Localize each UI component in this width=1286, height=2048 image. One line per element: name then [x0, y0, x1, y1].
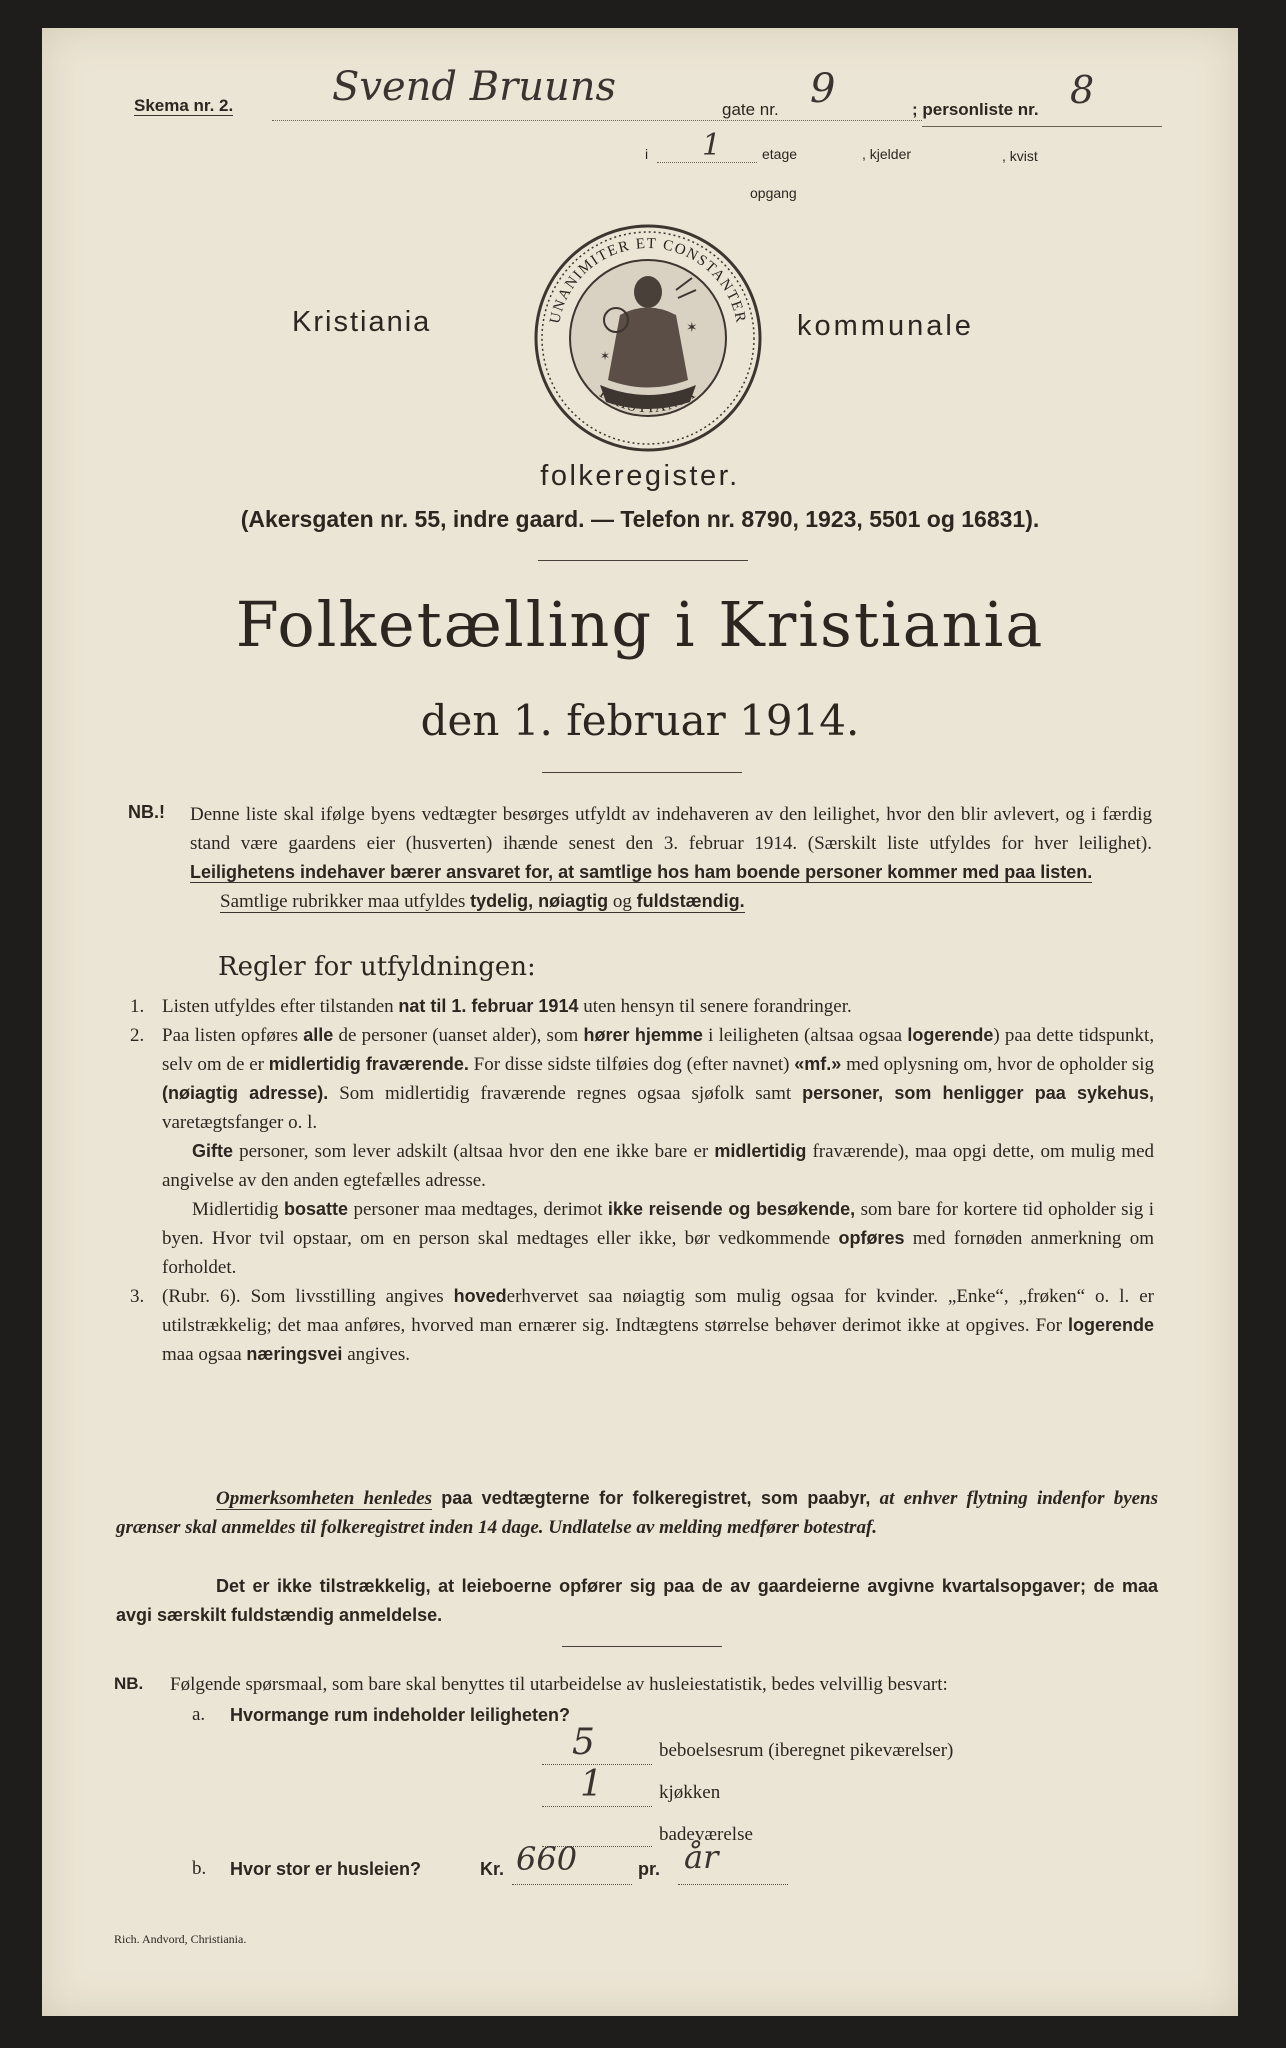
q-b-label: b.	[192, 1858, 207, 1879]
rooms-value-field[interactable]: 5	[572, 1722, 595, 1763]
svg-text:✶: ✶	[686, 321, 698, 336]
nb-plain-text: Denne liste skal ifølge byens vedtægter besørges utfyldt av indehaveren av den leilighet, hvor den blir avlevert, og i færdig stand være gaardens eier (husverten) ihænde senest den 3. februar 1914. (Særskilt liste utfyldes for hver leilighet).	[190, 804, 1152, 854]
rule-1-number: 1.	[130, 996, 145, 1017]
nb-bold-text: Leilighetens indehaver bærer ansvaret for, at samtlige hos ham boende personer kommer med paa listen.	[190, 862, 1093, 882]
attention-block	[116, 1484, 1158, 1542]
kvist-label: , kvist	[1002, 148, 1038, 164]
printer-imprint: Rich. Andvord, Christiania.	[114, 1932, 247, 1946]
date-title: den 1. februar 1914.	[420, 696, 860, 745]
nb-line3	[220, 887, 920, 916]
main-title: Folketælling i Kristiania	[235, 588, 1045, 661]
rules-heading: Regler for utfyldningen:	[218, 952, 536, 982]
attention-a: paa vedtægterne for folkeregistret, som paabyr,	[441, 1488, 871, 1508]
q-a-text: Hvormange rum indeholder leiligheten?	[230, 1705, 571, 1725]
kommunale-word: kommunale	[797, 310, 974, 342]
period-line	[678, 1884, 788, 1885]
rules-list	[130, 992, 1154, 1369]
opgang-label: opgang	[750, 185, 797, 201]
nb-line3-bold2: fuldstændig.	[636, 891, 745, 911]
seal-icon	[530, 220, 766, 456]
city-seal	[530, 220, 766, 456]
rule-3: 3. (Rubr. 6). Som livsstilling angives hovederhvervet saa nøiagtig som mulig ogsaa for kvinder. „Enke“, „frøken“ o. l. er utilstrækkelig; det maa anføres, hvorved man ernærer sig. Indtægtens størrelse behøver derimot ikke at opgives. For logerende maa ogsaa næringsvei angives.	[130, 1282, 1154, 1369]
street-name-field[interactable]: Svend Bruuns	[332, 64, 617, 110]
kr-label: Kr.	[480, 1859, 505, 1879]
kitchen-value-field[interactable]: 1	[580, 1764, 603, 1805]
divider-3	[562, 1646, 722, 1647]
etage-field[interactable]: 1	[702, 128, 722, 163]
bath-label: badeværelse	[659, 1824, 753, 1845]
personliste-line	[922, 126, 1162, 127]
attention-lead: Opmerksomheten henledes	[216, 1488, 433, 1509]
kristiania-word: Kristiania	[292, 306, 432, 338]
q-b-text: Hvor stor er husleien?	[230, 1859, 422, 1879]
divider-2	[542, 772, 742, 773]
rule-1: 1. Listen utfyldes efter tilstanden nat til 1. februar 1914 uten hensyn til senere forandringer.	[130, 992, 1154, 1021]
personliste-label: ; personliste nr.	[912, 100, 1039, 119]
nb-line3-plain: Samtlige rubrikker maa utfyldes	[220, 891, 466, 912]
gate-label: gate nr.	[722, 100, 779, 119]
pr-label: pr.	[638, 1859, 661, 1879]
nb-notice-text	[190, 800, 1152, 887]
rule-2-number: 2.	[130, 1025, 145, 1046]
rule-2-married: Gifte personer, som lever adskilt (altsaa hvor den ene ikke bare er midlertidig fraværende), maa opgi dette, om mulig med angivelse av den anden egtefælles adresse.	[162, 1141, 1155, 1191]
i-label: i	[645, 146, 649, 162]
nb2-intro: Følgende spørsmaal, som bare skal benyttes til utarbeidelse av husleiestatistik, bedes velvillig besvart:	[170, 1674, 948, 1695]
census-form-page	[42, 28, 1238, 2016]
rule-2: 2. Paa listen opføres alle de personer (uanset alder), som hører hjemme i leiligheten (altsaa ogsaa logerende) paa dette tidspunkt, selv om de er midlertidig fraværende. For disse sidste tilføies dog (efter navnet) «mf.» med oplysning om, hvor de opholder sig (nøiagtig adresse). Som midlertidig fraværende regnes ogsaa sjøfolk samt personer, som henligger paa sykehus, varetægtsfanger o. l.	[130, 1021, 1154, 1137]
nb-label: NB.!	[128, 802, 165, 822]
rule-3-number: 3.	[130, 1286, 145, 1307]
kitchen-line	[542, 1806, 652, 1807]
etage-line	[657, 162, 757, 163]
nb-line3-bold1: tydelig, nøiagtig	[470, 891, 609, 911]
etage-label: etage	[762, 146, 798, 162]
folkeregister-label: folkeregister.	[540, 460, 740, 492]
rent-value-field[interactable]: 660	[516, 1840, 578, 1878]
nb-line3-og: og	[612, 891, 632, 912]
skema-label	[134, 96, 233, 116]
svg-text:✶: ✶	[600, 349, 611, 363]
rooms-label: beboelsesrum (iberegnet pikeværelser)	[659, 1740, 954, 1761]
personliste-number-field[interactable]: 8	[1070, 68, 1095, 112]
q-a-label: a.	[192, 1704, 206, 1725]
rule-2-temporary: Midlertidig bosatte personer maa medtages, derimot ikke reisende og besøkende, som bare for kortere tid opholder sig i byen. Hvor tvil opstaar, om en person skal medtages eller ikke, bør vedkommende opføres med fornøden anmerkning om forholdet.	[162, 1199, 1155, 1278]
kitchen-label: kjøkken	[659, 1782, 721, 1803]
skema-text: Skema nr. 2.	[134, 96, 234, 115]
rent-line	[512, 1884, 632, 1885]
kjelder-label: , kjelder	[862, 146, 912, 162]
svg-text:UNANIMITER ET CONSTANTER: UNANIMITER ET CONSTANTER	[547, 235, 749, 326]
gate-number-field[interactable]: 9	[810, 66, 836, 112]
nb2-label: NB.	[114, 1674, 144, 1693]
divider-1	[538, 560, 748, 561]
period-value-field[interactable]: år	[684, 1838, 719, 1876]
street-name-line	[272, 120, 922, 121]
attention-c: Det er ikke tilstrækkelig, at leieboerne opfører sig paa de av gaardeierne avgivne kvartalsopgaver; de maa avgi særskilt fuldstændig anmeldelse.	[116, 1576, 1158, 1625]
attention-b: at enhver flytning indenfor byens grænser skal anmeldes til folkeregistret inden 14 dage. Undlatelse av melding medfører botestraf.	[116, 1488, 1159, 1538]
address-line: (Akersgaten nr. 55, indre gaard. — Telefon nr. 8790, 1923, 5501 og 16831).	[240, 506, 1040, 532]
